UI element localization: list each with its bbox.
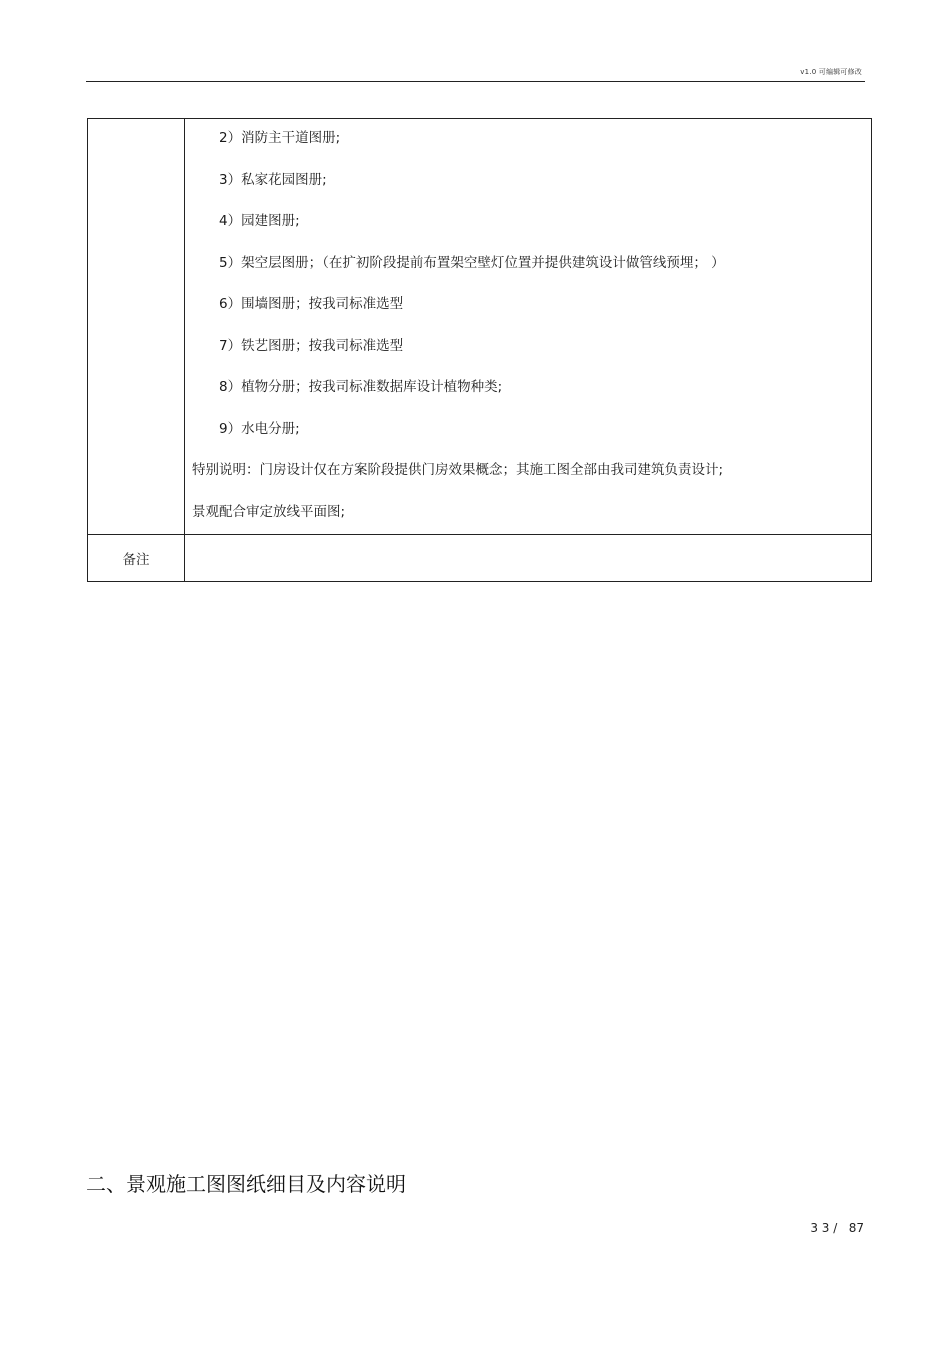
header-rule (86, 81, 865, 82)
remark-label: 备注 (88, 535, 185, 582)
table-row-remark (88, 535, 872, 582)
list-item: 6）围墙图册；按我司标准选型 (219, 296, 404, 312)
list-item: 8）植物分册；按我司标准数据库设计植物种类; (219, 379, 503, 395)
list-item: 7）铁艺图册；按我司标准选型 (219, 337, 404, 354)
remark-value (185, 535, 872, 582)
list-item: 9）水电分册; (219, 420, 300, 437)
special-note: 景观配合审定放线平面图; (192, 503, 346, 520)
table-row-content (88, 119, 872, 535)
list-item: 4）园建图册; (219, 213, 300, 229)
special-note: 特别说明：门房设计仅在方案阶段提供门房效果概念；其施工图全部由我司建筑负责设计; (192, 462, 724, 478)
list-item: 2）消防主干道图册; (219, 130, 341, 146)
list-item: 5）架空层图册；（在扩初阶段提前布置架空壁灯位置并提供建筑设计做管线预埋； ） (219, 254, 725, 271)
content-table (87, 118, 872, 582)
content-cell (185, 119, 872, 535)
page-number: 3 3 / 87 (810, 1221, 864, 1235)
list-item: 3）私家花园图册; (219, 171, 327, 188)
section-heading: 二、景观施工图图纸细目及内容说明 (86, 1172, 406, 1196)
header-version-note: v1.0 可编辑可修改 (800, 68, 862, 76)
label-cell-empty (88, 119, 185, 535)
